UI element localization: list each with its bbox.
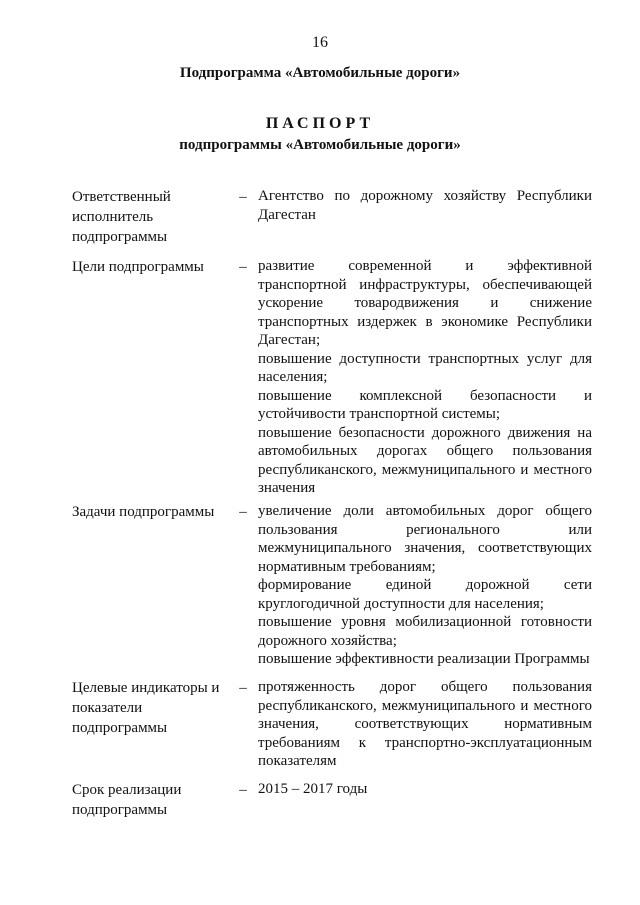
value-paragraph: развитие современной и эффективной транспортной инфраструктуры, обеспечивающей ускорение товародвижения и снижение транспортных издержек в экономике Республики Дагестан;	[258, 258, 592, 348]
row-dash: –	[239, 189, 247, 205]
row-label	[72, 780, 232, 820]
row-label	[72, 257, 232, 277]
row-value	[258, 257, 592, 498]
row-dash: –	[239, 259, 247, 275]
passport-title: ПАСПОРТ	[265, 115, 375, 132]
subprogram-heading: Подпрограмма «Автомобильные дороги»	[179, 65, 461, 81]
value-paragraph: повышение эффективности реализации Программы	[258, 651, 590, 667]
page-number: 16	[312, 34, 328, 51]
row-value	[258, 187, 592, 225]
row-label-line: показатели	[72, 700, 143, 716]
value-paragraph: повышение безопасности дорожного движения на автомобильных дорогах общего пользования республиканского, межмуниципального и местного значения	[258, 424, 592, 496]
value-paragraph: 2015 – 2017 годы	[258, 781, 368, 797]
row-dash: –	[239, 782, 247, 798]
value-paragraph: формирование единой дорожной сети круглогодичной доступности для населения;	[258, 577, 592, 612]
row-label-line: подпрограммы	[72, 229, 168, 245]
row-dash: –	[239, 504, 247, 520]
value-paragraph: повышение уровня мобилизационной готовности дорожного хозяйства;	[258, 614, 592, 649]
value-paragraph: увеличение доли автомобильных дорог общего пользования регионального или межмуниципального значения, соответствующих нормативным требованиям;	[258, 503, 592, 575]
row-label-line: Ответственный	[72, 189, 171, 205]
row-label-line: Задачи подпрограммы	[72, 504, 215, 520]
value-paragraph: протяженность дорог общего пользования республиканского, межмуниципального и местного значения, соответствующих нормативным требованиям к транспортно-эксплуатационным показателям	[258, 679, 592, 769]
row-value	[258, 502, 592, 669]
value-paragraph: повышение комплексной безопасности и устойчивости транспортной системы;	[258, 387, 592, 422]
row-dash: –	[239, 680, 247, 696]
row-label-line: подпрограммы	[72, 720, 168, 736]
value-paragraph: повышение доступности транспортных услуг для населения;	[258, 350, 592, 385]
row-label-line: исполнитель	[72, 209, 154, 225]
row-label	[72, 187, 232, 247]
row-label-line: Срок реализации	[72, 782, 182, 798]
row-label-line: Цели подпрограммы	[72, 259, 204, 275]
passport-subtitle: подпрограммы «Автомобильные дороги»	[179, 137, 461, 153]
row-value	[258, 678, 592, 771]
value-paragraph: Агентство по дорожному хозяйству Республики Дагестан	[258, 188, 592, 223]
row-label	[72, 502, 232, 522]
row-value	[258, 780, 592, 799]
row-label-line: Целевые индикаторы и	[72, 680, 220, 696]
row-label-line: подпрограммы	[72, 802, 168, 818]
row-label	[72, 678, 232, 738]
